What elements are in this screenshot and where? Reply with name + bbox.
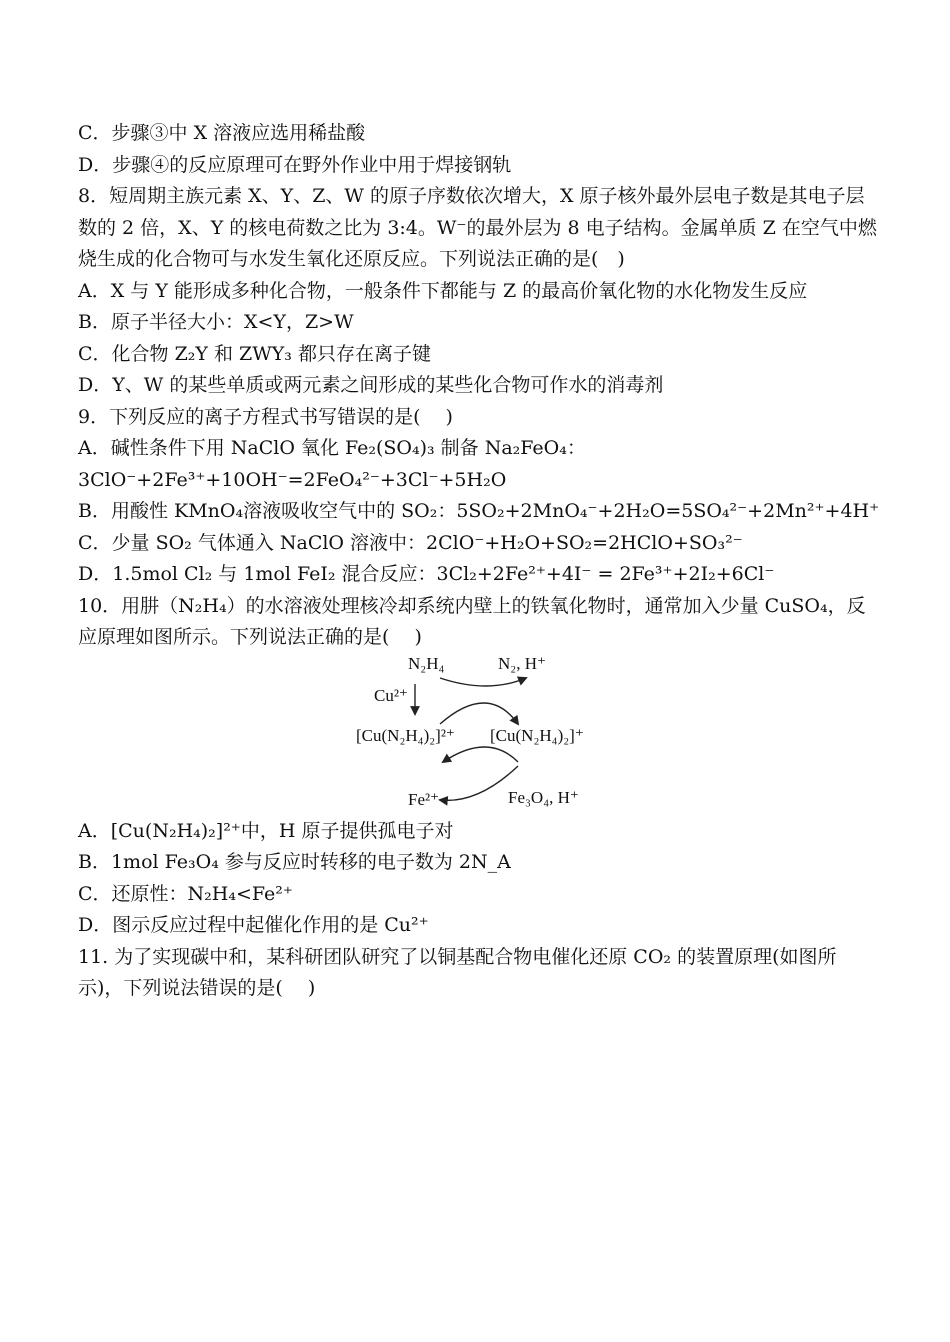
arrow-complex2-to-complex1 bbox=[440, 703, 518, 724]
arrow-complex1-to-complex2 bbox=[443, 747, 518, 762]
label-cu2: Cu²⁺ bbox=[374, 685, 408, 705]
question-page bbox=[78, 118, 878, 1005]
question-10-option-b: B．1mol Fe₃O₄ 参与反应时转移的电子数为 2N_A bbox=[78, 851, 511, 873]
label-fe3o4-h: Fe₃O₄, H⁺ bbox=[508, 787, 579, 807]
question-10-option-d: D．图示反应过程中起催化作用的是 Cu²⁺ bbox=[78, 914, 429, 936]
reaction-arrows bbox=[78, 654, 878, 816]
reaction-mechanism-diagram bbox=[78, 654, 878, 816]
question-9-stem: 9．下列反应的离子方程式书写错误的是( ) bbox=[78, 405, 453, 428]
question-10-option-a: A．[Cu(N₂H₄)₂]²⁺中，H 原子提供孤电子对 bbox=[78, 819, 454, 842]
label-complex-1plus: [Cu(N₂H₄)₂]⁺ bbox=[490, 725, 584, 745]
question-8-option-a: A．X 与 Y 能形成多种化合物，一般条件下都能与 Z 的最高价氧化物的水化物发生反应 bbox=[78, 279, 808, 302]
question-9-option-a: A．碱性条件下用 NaClO 氧化 Fe₂(SO₄)₃ 制备 Na₂FeO₄：3ClO⁻+2Fe³⁺+10OH⁻=2FeO₄²⁻+3Cl⁻+5H₂O bbox=[78, 437, 586, 491]
question-8-option-c: C．化合物 Z₂Y 和 ZWY₃ 都只存在离子键 bbox=[78, 342, 431, 365]
question-8-option-d: D．Y、W 的某些单质或两元素之间形成的某些化合物可作水的消毒剂 bbox=[78, 374, 664, 396]
question-10-stem: 10．用肼（N₂H₄）的水溶液处理核冷却系统内壁上的铁氧化物时，通常加入少量 CuSO₄，反应原理如图所示。下列说法正确的是( ) bbox=[78, 594, 866, 648]
label-fe2: Fe²⁺ bbox=[408, 789, 440, 809]
question-9-option-b: B．用酸性 KMnO₄溶液吸收空气中的 SO₂：5SO₂+2MnO₄⁻+2H₂O=5SO₄²⁻+2Mn²⁺+4H⁺ bbox=[78, 500, 880, 522]
question-9-option-d: D．1.5mol Cl₂ 与 1mol FeI₂ 混合反应：3Cl₂+2Fe²⁺+4I⁻ = 2Fe³⁺+2I₂+6Cl⁻ bbox=[78, 563, 775, 585]
question-9-option-c: C．少量 SO₂ 气体通入 NaClO 溶液中：2ClO⁻+H₂O+SO₂=2HClO+SO₃²⁻ bbox=[78, 531, 743, 554]
question-8-option-b: B．原子半径大小：X<Y，Z>W bbox=[78, 311, 354, 333]
question-8-stem: 8．短周期主族元素 X、Y、Z、W 的原子序数依次增大，X 原子核外最外层电子数是其电子层数的 2 倍，X、Y 的核电荷数之比为 3:4。W⁻的最外层为 8 电子结构。金属单质 Z 在空气中燃烧生成的化合物可与水发生氧化还原反应。下列说法正确的是( ) bbox=[78, 185, 877, 270]
label-complex-2plus: [Cu(N₂H₄)₂]²⁺ bbox=[356, 725, 455, 745]
label-n2-h: N₂, H⁺ bbox=[498, 653, 546, 673]
arrow-fe3o4-to-fe2 bbox=[440, 766, 518, 800]
option-7c: C．步骤③中 X 溶液应选用稀盐酸 bbox=[78, 122, 366, 144]
label-n2h4: N₂H₄ bbox=[408, 653, 445, 673]
option-7d: D．步骤④的反应原理可在野外作业中用于焊接钢轨 bbox=[78, 153, 512, 176]
question-11-stem: 11. 为了实现碳中和，某科研团队研究了以铜基配合物电催化还原 CO₂ 的装置原理(如图所示)，下列说法错误的是( ) bbox=[78, 945, 837, 999]
arrow-n2h4-to-n2 bbox=[440, 678, 526, 686]
question-10-option-c: C．还原性：N₂H₄<Fe²⁺ bbox=[78, 882, 293, 905]
